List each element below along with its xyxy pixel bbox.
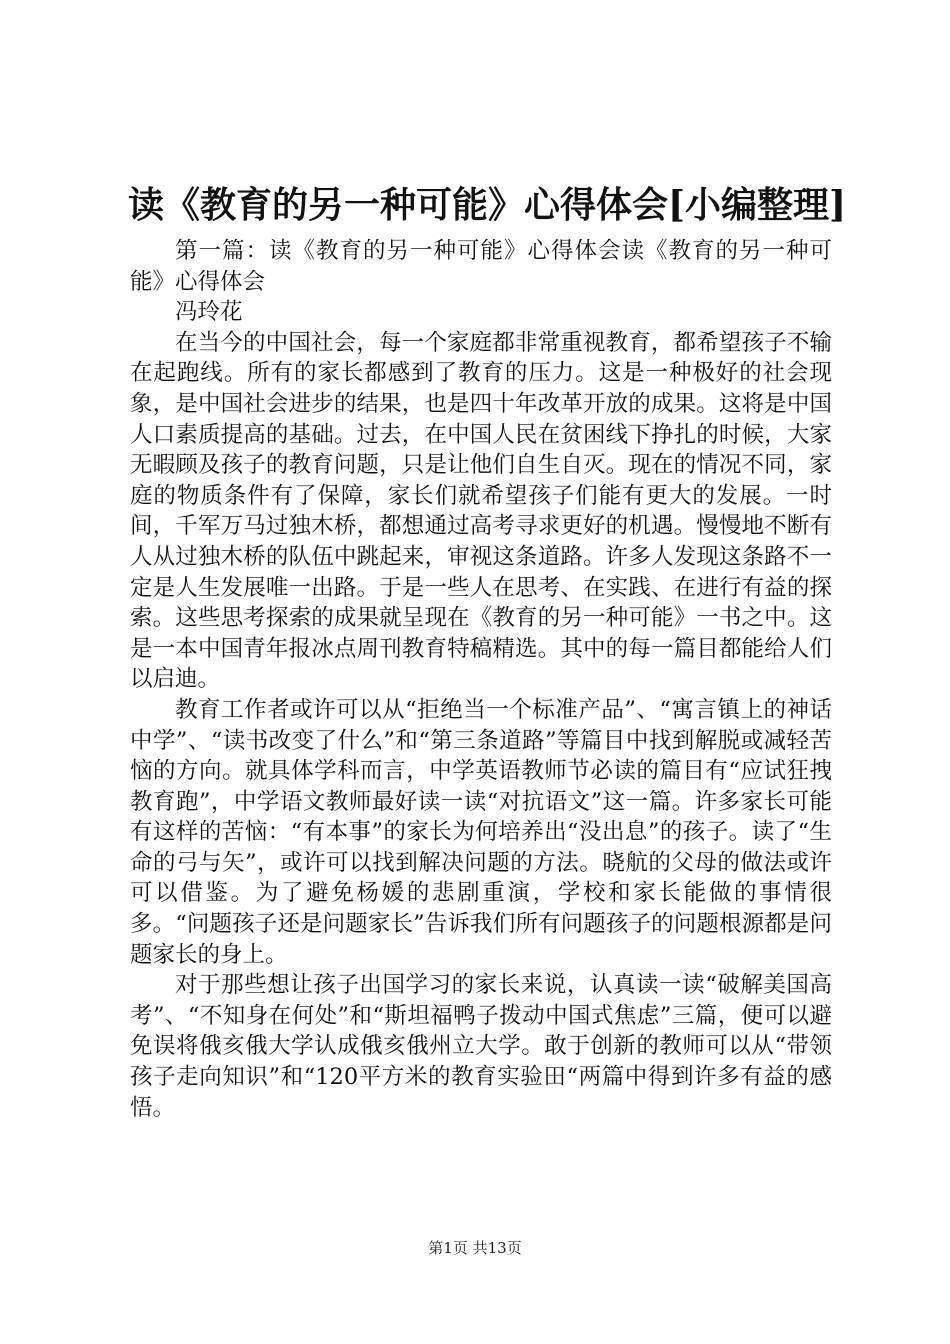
body-paragraph: 教育工作者或许可以从“拒绝当一个标准产品”、“寓言镇上的神话中学”、“读书改变了什么”和“第三条道路”等篇目中找到解脱或减轻苦恼的方向。就具体学科而言，中学英语教师节必读的篇目有“应试狂拽教育跑”，中学语文教师最好读一读“对抗语文”这一篇。许多家长可能有这样的苦恼：“有本事”的家长为何培养出“没出息”的孩子。读了“生命的弓与矢”，或许可以找到解决问题的方法。晓航的父母的做法或许可以借鉴。为了避免杨媛的悲剧重演，学校和家长能做的事情很多。“问题孩子还是问题家长”告诉我们所有问题孩子的问题根源都是问题家长的身上。 bbox=[130, 696, 832, 968]
document-body bbox=[130, 236, 832, 1123]
page-total: 共13页 bbox=[472, 1239, 522, 1257]
body-paragraph: 对于那些想让孩子出国学习的家长来说，认真读一读“破解美国高考”、“不知身在何处”和“斯坦福鸭子拨动中国式焦虑”三篇，便可以避免误将俄亥俄大学认成俄亥俄州立大学。敢于创新的教师可以从“带领孩子走向知识”和“120平方米的教育实验田“两篇中得到许多有益的感悟。 bbox=[130, 972, 832, 1121]
author-name: 冯玲花 bbox=[175, 299, 243, 326]
body-paragraph: 在当今的中国社会，每一个家庭都非常重视教育，都希望孩子不输在起跑线。所有的家长都感到了教育的压力。这是一种极好的社会现象，是中国社会进步的结果，也是四十年改革开放的成果。这将是中国人口素质提高的基础。过去，在中国人民在贫困线下挣扎的时候，大家无暇顾及孩子的教育问题，只是让他们自生自灭。现在的情况不同，家庭的物质条件有了保障，家长们就希望孩子们能有更大的发展。一时间，千军万马过独木桥，都想通过高考寻求更好的机遇。慢慢地不断有人从过独木桥的队伍中跳起来，审视这条道路。许多人发现这条路不一定是人生发展唯一出路。于是一些人在思考、在实践、在进行有益的探索。这些思考探索的成果就呈现在《教育的另一种可能》一书之中。这是一本中国青年报冰点周刊教育特稿精选。其中的每一篇目都能给人们以启迪。 bbox=[130, 329, 832, 693]
page-number: 第1页 bbox=[428, 1239, 468, 1257]
page-footer bbox=[0, 1238, 950, 1258]
section-heading-paragraph: 第一篇：读《教育的另一种可能》心得体会读《教育的另一种可能》心得体会 bbox=[130, 238, 832, 295]
document-title: 读《教育的另一种可能》心得体会[小编整理] bbox=[128, 184, 847, 226]
